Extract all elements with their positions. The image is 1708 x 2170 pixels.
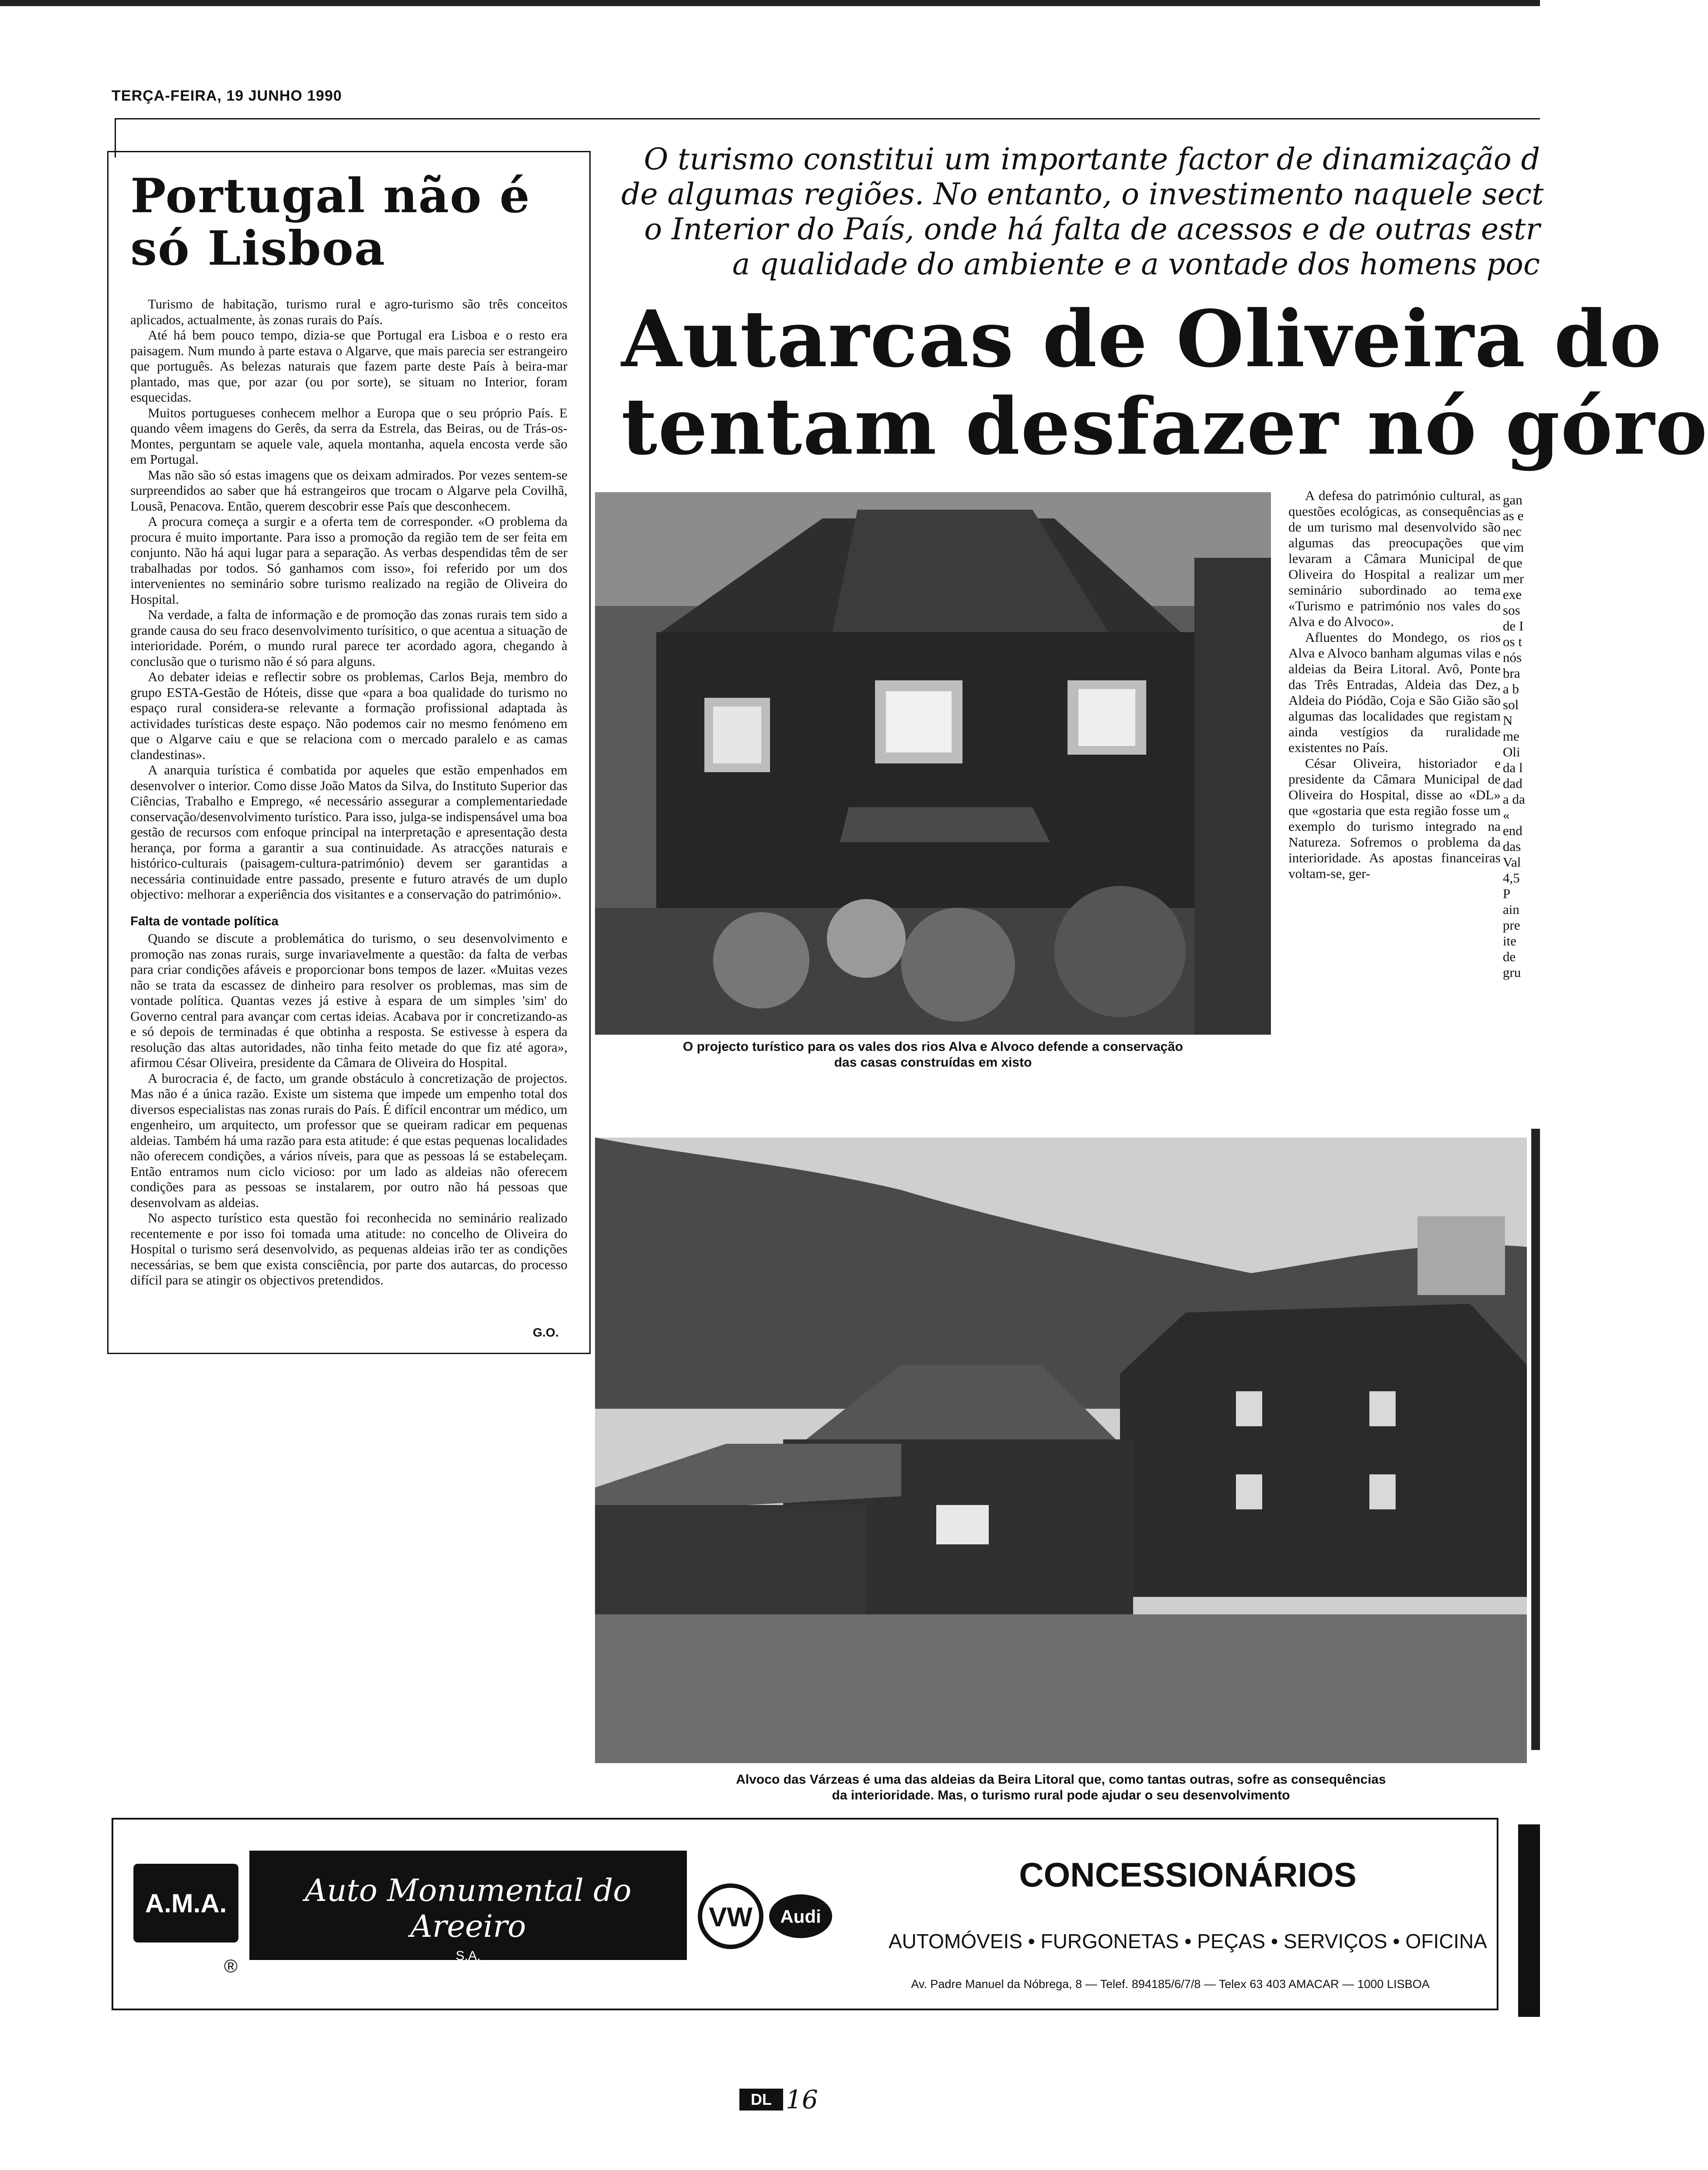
edge-fragment: de I (1503, 618, 1524, 634)
photo-stone-house (595, 492, 1271, 1035)
feature-paragraph: César Oliveira, historiador e presidente da Câmara Municipal de Oliveira do Hospital, disse ao «DL» que «gostaria que esta região fosse um exemplo do turismo integrado na Natureza. Sofremos o problema da interioridade. As apostas financeiras voltam-se, ger- (1288, 756, 1501, 881)
edge-fragment: gan (1503, 492, 1522, 508)
edge-fragment: a da (1503, 791, 1525, 807)
sidebar-paragraph: Na verdade, a falta de informação e de promoção das zonas rurais tem sido a grande causa do seu fraco desenvolvimento turísitico, o que acentua a situação de interioridade. Porém, o mundo rural parece ter acordado agora, chegando à conclusão que o turismo não é só para alguns. (130, 607, 567, 669)
edge-fragment: ain (1503, 902, 1519, 917)
deck-line: O turismo constitui um importante factor de dinamização d (644, 142, 1540, 177)
edge-fragment: Val (1503, 854, 1521, 870)
edge-column-fragments (1503, 492, 1540, 1070)
sidebar-paragraph: Muitos portugueses conhecem melhor a Europa que o seu próprio País. E quando vêem imagens do Gerês, da serra da Estrela, das Beiras, ou de Trás-os-Montes, perguntam se aquele vale, aquela montanha, aquela encosta verde são em Portugal. (130, 405, 567, 467)
vw-logo-text: VW (709, 1902, 752, 1932)
edge-fragment: Oli (1503, 744, 1520, 760)
edge-fragment: vim (1503, 539, 1524, 555)
edge-fragment: pre (1503, 917, 1520, 933)
sidebar-title-line1: Portugal não é (130, 168, 531, 224)
edge-fragment: dad (1503, 776, 1522, 791)
edge-fragment: os t (1503, 634, 1522, 649)
photo1-caption-line1: O projecto turístico para os vales dos rios Alva e Alvoco defende a conservação (682, 1040, 1183, 1054)
company-name-box (249, 1851, 687, 1963)
photo1-caption-line2: das casas construídas em xisto (834, 1055, 1032, 1070)
top-border-line (0, 0, 1540, 6)
edge-fragment: da l (1503, 760, 1523, 775)
feature-paragraph: A defesa do património cultural, as questões ecológicas, as consequências de um turismo mal desenvolvido são algumas das preocupações que levaram a Câmara Municipal de Oliveira do Hospital a realizar um seminário subordinado ao tema «Turismo e património nos vales do Alva e do Alvoco». (1288, 488, 1501, 629)
photo2-caption-line1: Alvoco das Várzeas é uma das aldeias da Beira Litoral que, como tantas outras, sofre as consequências (736, 1772, 1386, 1787)
sidebar-signature: G.O. (532, 1326, 559, 1339)
sidebar-title-line2: só Lisboa (130, 221, 386, 276)
sidebar-title (130, 170, 567, 275)
edge-fragment: mer (1503, 571, 1524, 586)
edge-fragment: me (1503, 728, 1519, 744)
feature-paragraph: Afluentes do Mondego, os rios Alva e Alvoco banham algumas vilas e aldeias da Beira Litoral. Avô, Ponte das Três Entradas, Aldeia das Dez, Aldeia do Piódão, Coja e São Gião são algumas das localidades que registam ainda vestígios da ruralidade existentes no País. (1288, 630, 1501, 755)
photo2-caption (595, 1772, 1527, 1803)
edge-fragment: sos (1503, 602, 1520, 618)
sidebar-paragraph: No aspecto turístico esta questão foi reconhecida no seminário realizado recentemente e por isso foi tomada uma atitude: no concelho de Oliveira do Hospital o turismo será desenvolvido, as pequenas aldeias irão ter as condições necessárias, se bem que exista consciência, por parte dos autarcas, do processo difícil para se atingir os objectivos pretendidos. (130, 1211, 567, 1288)
feature-headline (621, 293, 1708, 472)
sidebar-paragraph: A procura começa a surgir e a oferta tem de corresponder. «O problema da procura é muito importante. Para isso a promoção da região tem de ser feita em conjunto. Não há aqui lugar para a separação. As verbas despendidas têm de ser trabalhadas por todos. Só ganhamos com isso», foi referido por um dos intervenientes no seminário sobre turismo realizado na região de Oliveira do Hospital. (130, 514, 567, 607)
ad-address: Av. Padre Manuel da Nóbrega, 8 — Telef. 894185/6/7/8 — Telex 63 403 AMACAR — 1000 LISBOA (911, 1978, 1430, 1991)
edge-fragment: as e (1503, 508, 1524, 523)
page-number: 16 (786, 2085, 818, 2114)
photo2-caption-line2: da interioridade. Mas, o turismo rural pode ajudar o seu desenvolvimento (832, 1788, 1290, 1802)
edge-fragment: 4,5 (1503, 870, 1520, 886)
ad-heading: CONCESSIONÁRIOS (1019, 1855, 1357, 1894)
feature-deck (621, 142, 1544, 282)
sidebar-paragraph: Até há bem pouco tempo, dizia-se que Portugal era Lisboa e o resto era paisagem. Num mundo à parte estava o Algarve, que mais parecia ser estrangeiro que português. As belezas naturais que fazem parte deste País à beira-mar plantado, mas que, por azar (ou por sorte), se situam no Interior, foram esquecidas. (130, 328, 567, 405)
feature-body-column (1288, 488, 1501, 1070)
headline-line2: tentam desfazer nó góro (621, 381, 1708, 472)
edge-fragment: que (1503, 555, 1522, 570)
sidebar-paragraph: A burocracia é, de facto, um grande obstáculo à concretização de projectos. Mas não é a única razão. Existe um sistema que impede um empenho total dos diversos especialistas nas zonas rurais do País. É difícil encontrar um médico, um engenheiro, um arquitecto, um professor que se queiram radicar em pequenas aldeias. Também há uma razão para esta atitude: é que estas pequenas localidades não oferecem condições, a vários níveis, para que as pessoas lá se estabeleçam. Então entramos num ciclo vicioso: por um lado as aldeias não oferecem condições para as pessoas se instalarem, por outro não há pessoas que desenvolvam as aldeias. (130, 1071, 567, 1210)
sidebar-subhead: Falta de vontade política (130, 914, 279, 928)
vw-logo-icon (698, 1883, 763, 1949)
deck-line: de algumas regiões. No entanto, o investimento naquele sect (621, 177, 1544, 212)
ama-logo: A.M.A. (133, 1864, 238, 1942)
edge-fragment: sol (1503, 697, 1519, 712)
newspaper-logo: DL (739, 2089, 783, 2110)
page-folio (739, 2085, 818, 2114)
headline-line1: Autarcas de Oliveira do (621, 293, 1662, 385)
header-rule-horizontal (115, 118, 1540, 119)
audi-logo-icon (768, 1892, 833, 1940)
photo-village (595, 1138, 1527, 1763)
edge-fragment: bra (1503, 665, 1520, 681)
edge-fragment: ite (1503, 933, 1516, 948)
edge-fragment: gru (1503, 965, 1521, 980)
sidebar-paragraph: Mas não são só estas imagens que os deixam admirados. Por vezes sentem-se surpreendidos ao saber que há estrangeiros que trocam o Algarve pela Covilhã, Lousã, Penacova. Então, querem descobrir esse País que desconhecem. (130, 467, 567, 514)
company-suffix: S.A. (455, 1949, 481, 1963)
edge-fragment: das (1503, 839, 1521, 854)
sidebar-article (107, 151, 591, 1354)
registered-mark: ® (224, 1956, 238, 1976)
edge-fragment: nós (1503, 650, 1522, 665)
edge-fragment: end (1503, 823, 1522, 838)
sidebar-paragraph: Ao debater ideias e reflectir sobre os problemas, Carlos Beja, membro do grupo ESTA-Gestão de Hóteis, disse que «para a boa qualidade do turismo no espaço rural considera-se relevante a formação profissional adaptada às actividades turísticas deste espaço. Não podemos cair no mesmo fenómeno em que o Algarve caiu e que se relaciona com o mercado paralelo e as camas clandestinas». (130, 669, 567, 762)
edge-fragment: exe (1503, 587, 1522, 602)
edge-fragment: « (1503, 807, 1510, 822)
sidebar-paragraph: Turismo de habitação, turismo rural e agro-turismo são três conceitos aplicados, actualmente, às zonas rurais do País. (130, 297, 567, 327)
edge-fragment: N (1503, 713, 1513, 728)
dateline: TERÇA-FEIRA, 19 JUNHO 1990 (112, 88, 342, 104)
edge-fragment: de (1503, 949, 1516, 964)
company-name: Auto Monumental do Areeiro (304, 1872, 632, 1944)
deck-line: a qualidade do ambiente e a vontade dos homens poc (732, 247, 1540, 282)
sidebar-paragraph: Quando se discute a problemática do turismo, o seu desenvolvimento e promoção nas zonas rurais, surge invariavelmente a questão: da falta de verbas para criar condições afáveis e proporcionar bons tempos de lazer. «Muitas vezes não se trata da escassez de dinheiro para resolver os problemas, mas sim de vontade política. Quantas vezes já estive à espara de um simples 'sim' do Governo central para avançar com certas ideias. Acabava por ir concretizando-as e só depois de terminadas é que obtinha a resposta. Se estivesse à espera da resolução das altas autoridades, não tinha feito metade do que fiz até agora», afirmou César Oliveira, presidente da Câmara de Oliveira do Hospital. (130, 931, 567, 1070)
edge-fragment: nec (1503, 524, 1522, 539)
stone-house-image (595, 492, 1271, 1035)
sidebar-body (130, 297, 567, 1288)
sidebar-paragraph: A anarquia turística é combatida por aqueles que estão empenhados em desenvolver o interior. Como disse João Matos da Silva, do Instituto Superior das Ciências, Trabalho e Emprego, «é necessário assegurar a complementariedade conservação/desenvolvimento turístico. Para isso, julga-se indispensável uma boa gestão de recursos com enfoque principal na interpretação e apresentação desta herança, por forma a garantir a sua continuidade. As atracções naturais e histórico-culturais (paisagem-cultura-património) devem ser garantidas a necessária continuidade entre passado, presente e futuro através de um duplo objectivo: melhorar a experiência dos visitantes e a conservação do património». (130, 763, 567, 902)
edge-fragment: P (1503, 886, 1511, 901)
audi-logo-text: Audi (780, 1906, 821, 1927)
photo1-caption (595, 1039, 1271, 1071)
deck-line: o Interior do País, onde há falta de acessos e de outras estr (644, 212, 1540, 247)
edge-fragment: a b (1503, 681, 1519, 696)
adjacent-ad-edge (1518, 1824, 1540, 2017)
ad-categories: AUTOMÓVEIS • FURGONETAS • PEÇAS • SERVIÇOS • OFICINA (889, 1930, 1487, 1953)
village-image (595, 1138, 1527, 1763)
right-edge-bar (1531, 1129, 1540, 1750)
